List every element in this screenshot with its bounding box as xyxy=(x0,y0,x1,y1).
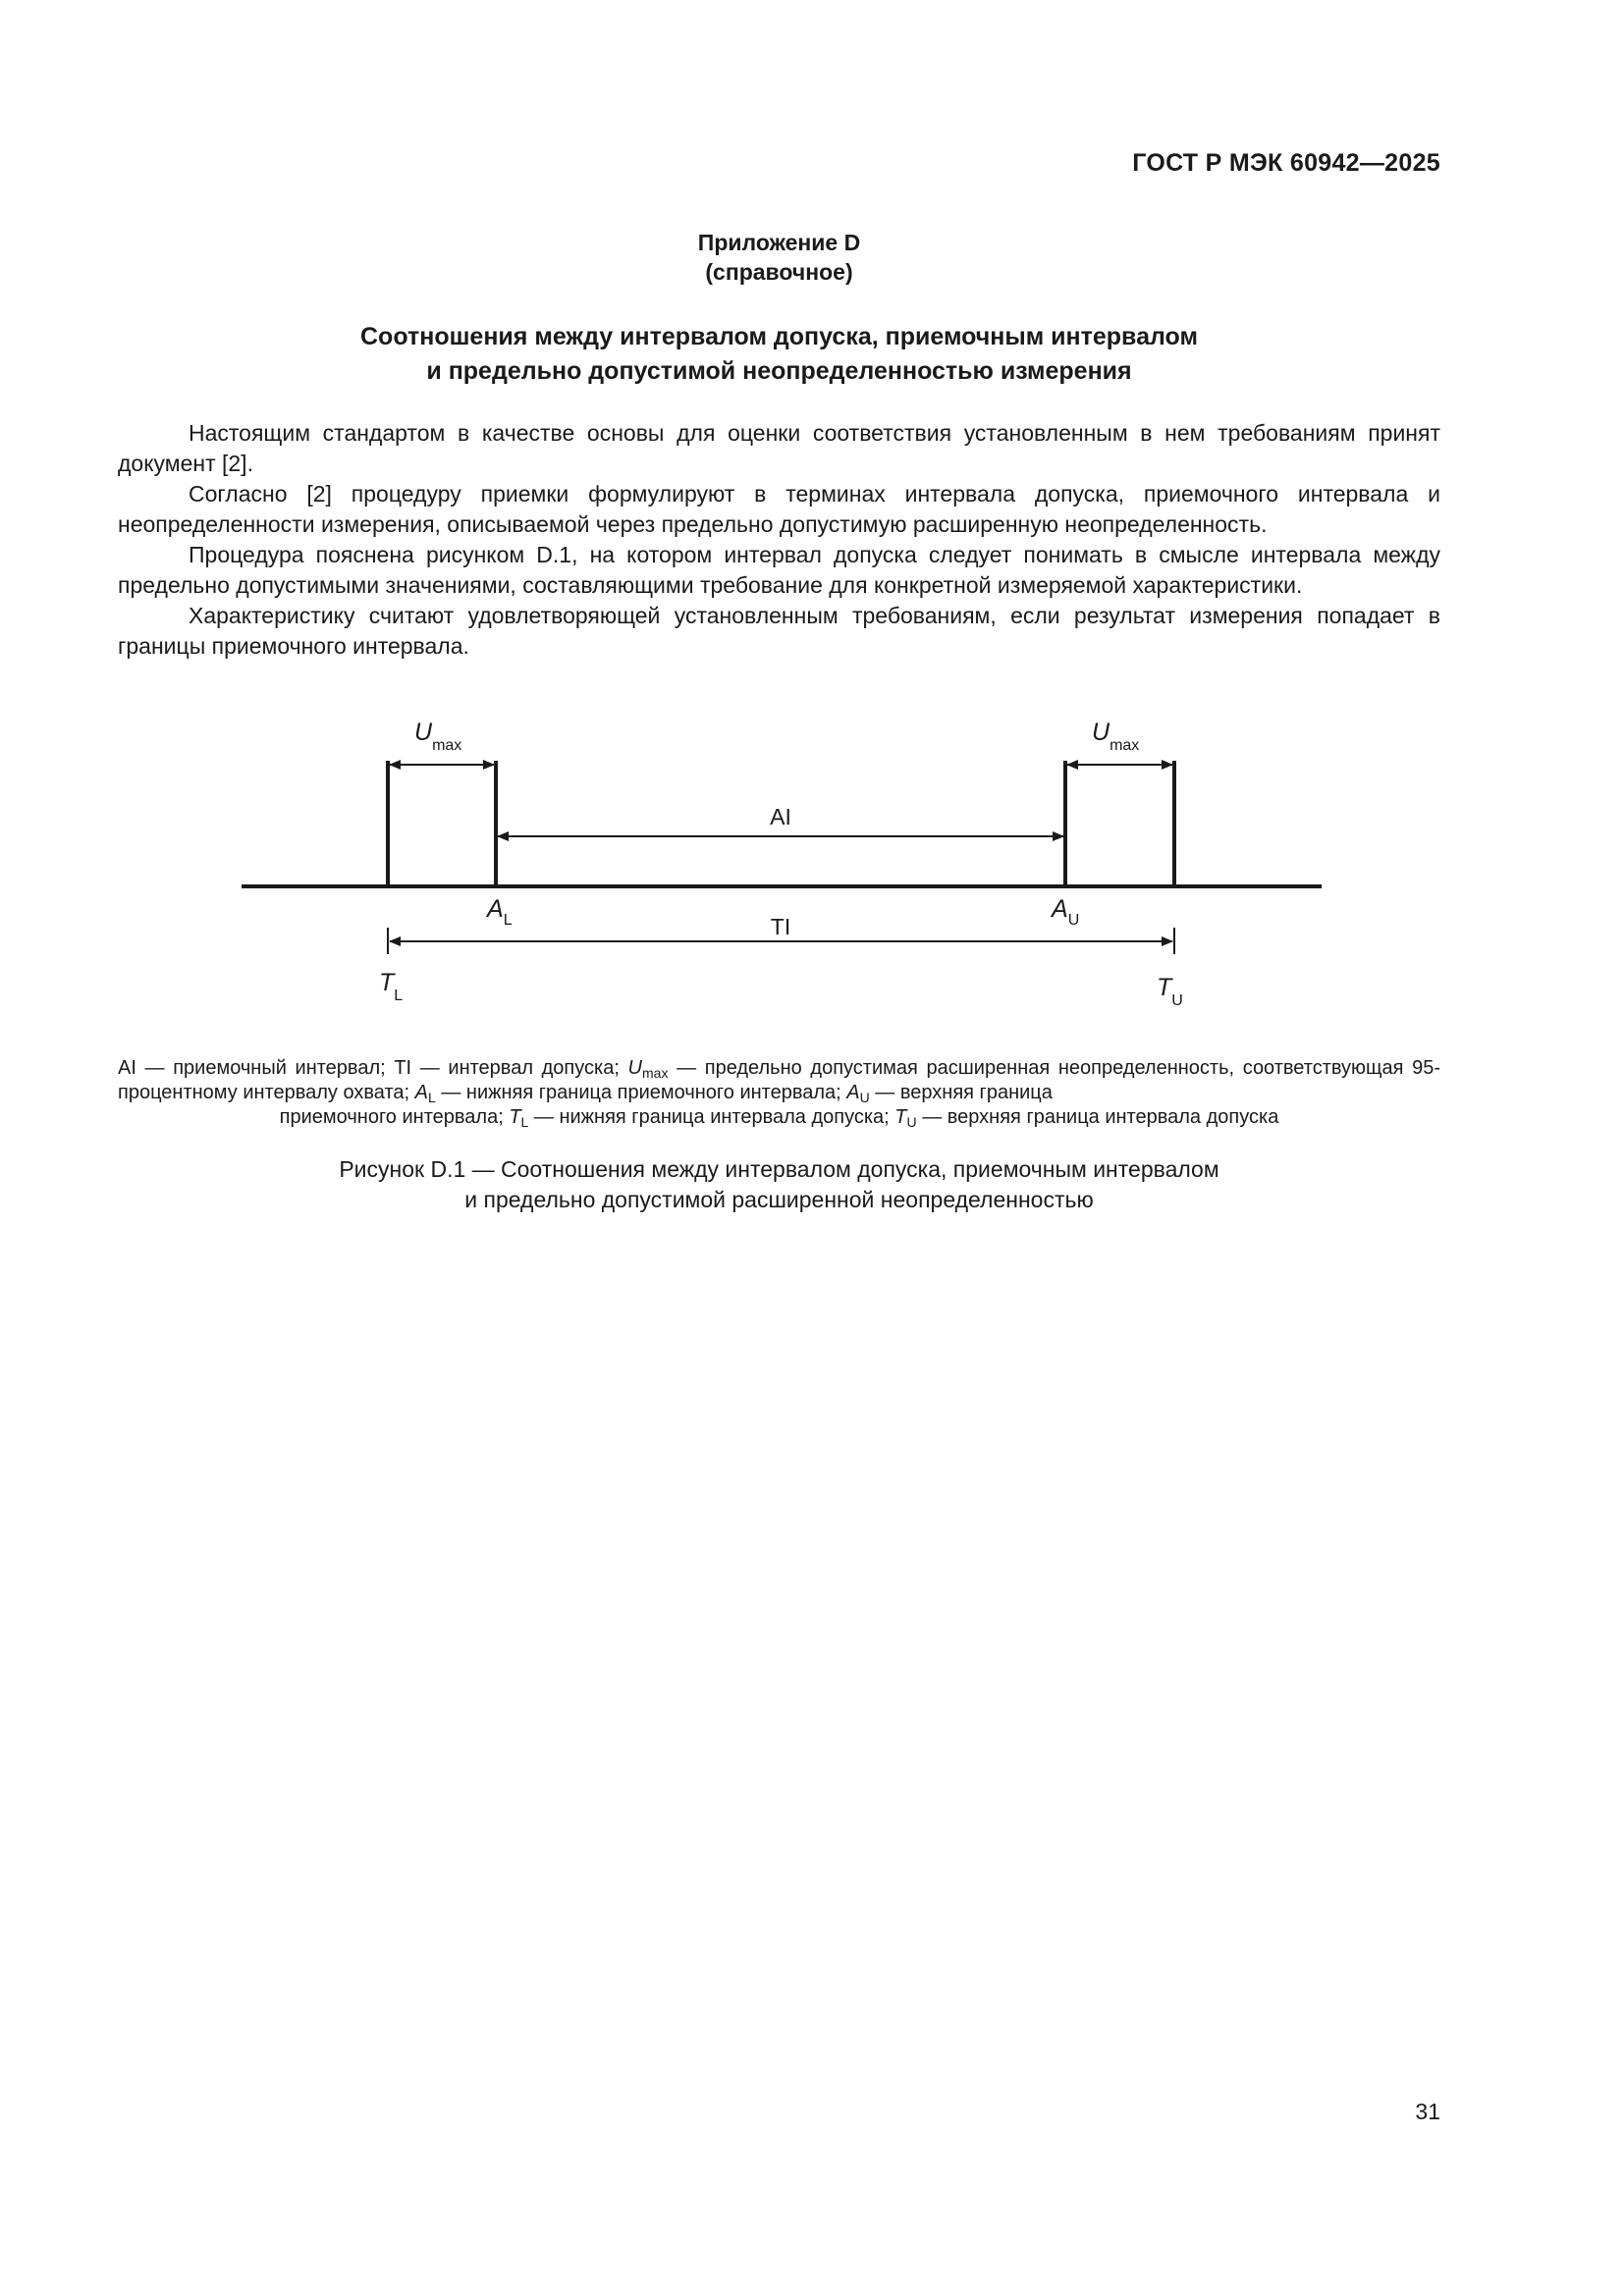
umax-left-label: $U_{max}$ xyxy=(414,719,462,754)
tolerance-upper-label: $T_U$ xyxy=(1157,974,1183,1009)
figure-caption-line-2: и предельно допустимой расширенной неопределенностью xyxy=(464,1187,1094,1212)
figure-caption-line-1: Рисунок D.1 — Соотношения между интервалом допуска, приемочным интервалом xyxy=(339,1156,1219,1182)
page-number: 31 xyxy=(1415,2099,1440,2124)
acceptance-interval-label: AI xyxy=(770,804,791,829)
section-title-line-2: и предельно допустимой неопределенностью измерения xyxy=(426,357,1132,385)
paragraph: Процедура пояснена рисунком D.1, на котором интервал допуска следует понимать в смысле интервала между предельно допустимыми значениями, составляющими требование для конкретной измеряемой характеристики. xyxy=(118,542,1440,598)
figure-caption xyxy=(118,1154,1440,1215)
umax-right-label: $U_{max}$ xyxy=(1092,719,1140,754)
paragraph: Настоящим стандартом в качестве основы для оценки соответствия установленным в нем требованиям принят документ [2]. xyxy=(118,420,1440,476)
document-code: ГОСТ Р МЭК 60942—2025 xyxy=(1132,149,1440,177)
section-title-line-1: Соотношения между интервалом допуска, приемочным интервалом xyxy=(360,323,1198,350)
appendix-heading xyxy=(118,228,1440,287)
figure-legend: AI — приемочный интервал; TI — интервал допуска; $U_{max}$ — предельно допустимая расширенная неопределенность, соответствующая 95-процентному интервалу охвата; $A_L$ — нижняя граница приемочного интервала; $A_U$ — верхняя граница приемочного интервала; $T_L$ — нижняя граница интервала допуска; $T_U$ — верхняя граница интервала допуска xyxy=(118,1057,1441,1130)
section-title xyxy=(118,320,1440,389)
figure-legend-last-line: приемочного интервала; $T_L$ — нижняя граница интервала допуска; $T_U$ — верхняя граница интервала допуска xyxy=(279,1106,1279,1130)
paragraph: Характеристику считают удовлетворяющей установленным требованиям, если результат измерения попадает в границы приемочного интервала. xyxy=(118,603,1440,659)
figure-d1-diagram xyxy=(226,707,1345,1021)
paragraph: Согласно [2] процедуру приемки формулируют в терминах интервала допуска, приемочного интервала и неопределенности измерения, описываемой через предельно допустимую расширенную неопределенность. xyxy=(118,481,1440,537)
acceptance-lower-label: $A_L$ xyxy=(487,895,513,929)
appendix-label: Приложение D xyxy=(697,230,861,255)
acceptance-upper-label: $A_U$ xyxy=(1052,895,1080,929)
tolerance-lower-label: $T_L$ xyxy=(379,969,404,1004)
appendix-type: (справочное) xyxy=(705,259,853,285)
body-text xyxy=(118,418,1440,662)
tolerance-interval-label: TI xyxy=(770,914,791,939)
